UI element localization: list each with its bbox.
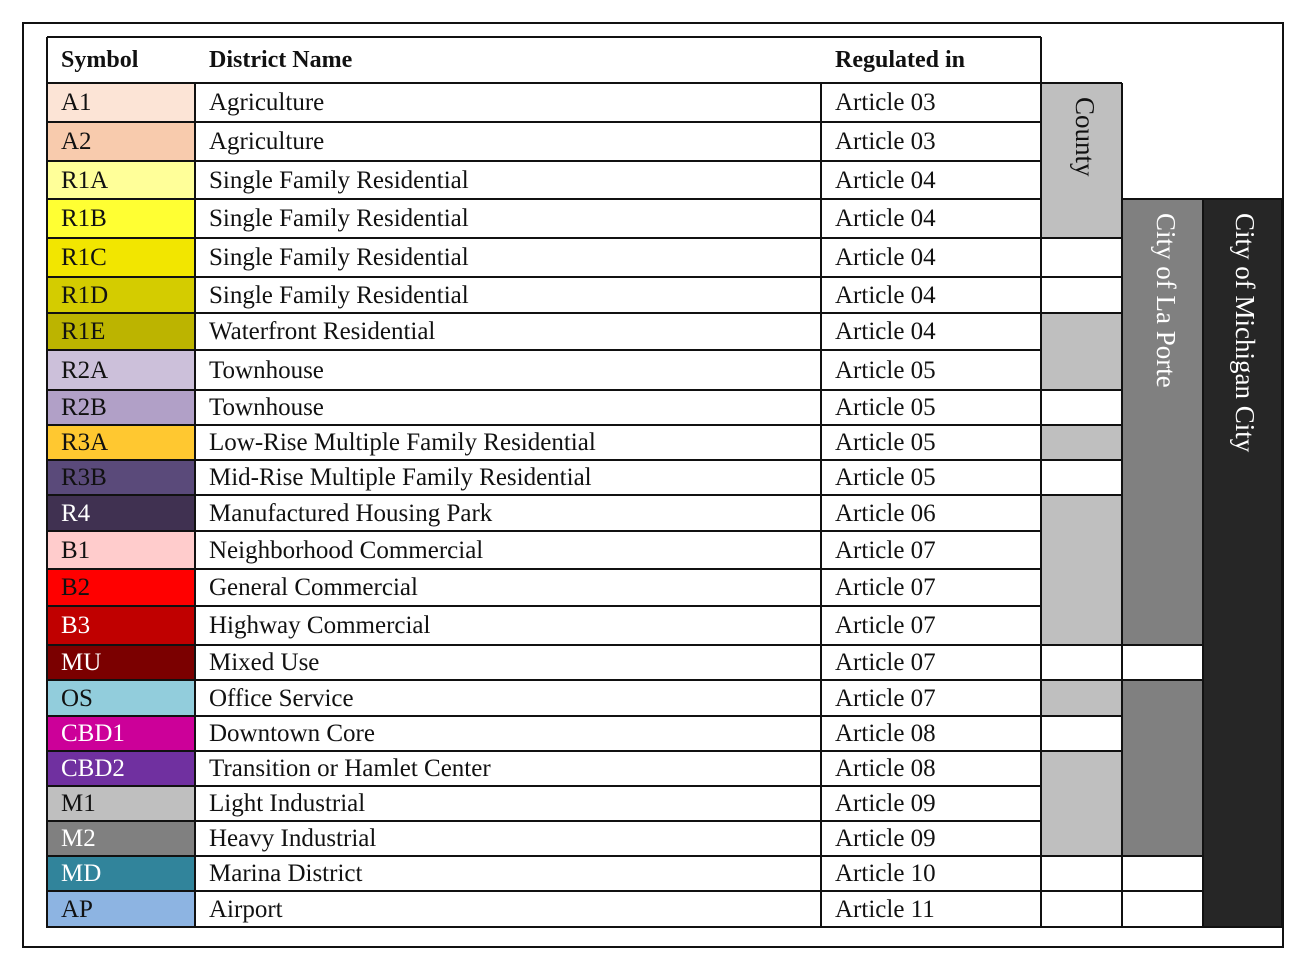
symbol-cell: OS bbox=[47, 680, 195, 716]
grid-line bbox=[1041, 389, 1122, 391]
district-name-cell: Transition or Hamlet Center bbox=[209, 755, 491, 782]
jurisdiction-fill bbox=[1203, 821, 1282, 856]
jurisdiction-fill bbox=[1041, 531, 1122, 569]
jurisdiction-fill bbox=[1122, 531, 1203, 569]
symbol-cell: MD bbox=[47, 856, 195, 891]
jurisdiction-fill bbox=[1203, 716, 1282, 751]
article-cell: Article 06 bbox=[835, 499, 936, 527]
grid-line bbox=[1041, 926, 1122, 928]
article-cell: Article 05 bbox=[835, 429, 936, 456]
grid-line bbox=[47, 389, 1041, 391]
article-cell: Article 07 bbox=[835, 612, 936, 639]
header-regulated-in: Regulated in bbox=[835, 47, 966, 73]
district-name-cell: Marina District bbox=[209, 860, 363, 887]
grid-line bbox=[1121, 83, 1123, 928]
grid-line bbox=[1041, 276, 1122, 278]
district-name-cell: Airport bbox=[209, 895, 283, 923]
grid-line bbox=[47, 926, 1041, 928]
grid-line bbox=[1041, 750, 1122, 752]
grid-line bbox=[47, 198, 1041, 200]
jurisdiction-fill bbox=[1122, 751, 1203, 786]
symbol-cell: R1D bbox=[47, 277, 195, 313]
header-symbol: Symbol bbox=[61, 47, 139, 73]
jurisdiction-fill bbox=[1122, 425, 1203, 460]
jurisdiction-fill bbox=[1203, 495, 1282, 531]
grid-line bbox=[194, 83, 196, 928]
symbol-cell: R2B bbox=[47, 390, 195, 425]
article-cell: Article 04 bbox=[835, 281, 936, 309]
jurisdiction-fill bbox=[1122, 390, 1203, 425]
jurisdiction-fill bbox=[1122, 680, 1203, 716]
grid-line bbox=[47, 82, 1041, 84]
symbol-cell: R1A bbox=[47, 161, 195, 199]
jurisdiction-label: City of La Porte bbox=[1151, 213, 1181, 388]
grid-line bbox=[1041, 855, 1122, 857]
grid-line bbox=[47, 424, 1041, 426]
grid-line bbox=[47, 605, 1041, 607]
jurisdiction-fill bbox=[1041, 569, 1122, 606]
article-cell: Article 08 bbox=[835, 755, 936, 782]
district-name-cell: Highway Commercial bbox=[209, 612, 431, 639]
grid-line bbox=[1122, 926, 1203, 928]
document-frame bbox=[22, 22, 1284, 948]
district-name-cell: Mid-Rise Multiple Family Residential bbox=[209, 464, 592, 491]
symbol-cell: R1C bbox=[47, 238, 195, 277]
district-name-cell: Single Family Residential bbox=[209, 166, 469, 194]
jurisdiction-fill bbox=[1041, 751, 1122, 786]
grid-line bbox=[1041, 237, 1122, 239]
symbol-cell: R1B bbox=[47, 199, 195, 238]
grid-line bbox=[47, 890, 1041, 892]
grid-line bbox=[47, 349, 1041, 351]
grid-line bbox=[1041, 644, 1122, 646]
article-cell: Article 07 bbox=[835, 536, 936, 564]
symbol-cell: CBD1 bbox=[47, 716, 195, 751]
symbol-cell: AP bbox=[47, 891, 195, 927]
symbol-cell: CBD2 bbox=[47, 751, 195, 786]
jurisdiction-fill bbox=[1041, 199, 1122, 238]
grid-line bbox=[47, 644, 1041, 646]
district-name-cell: Heavy Industrial bbox=[209, 825, 377, 852]
symbol-cell: B1 bbox=[47, 531, 195, 569]
jurisdiction-fill bbox=[1041, 786, 1122, 821]
article-cell: Article 09 bbox=[835, 790, 936, 817]
jurisdiction-fill bbox=[1203, 531, 1282, 569]
grid-line bbox=[47, 785, 1041, 787]
article-cell: Article 08 bbox=[835, 720, 936, 747]
grid-line bbox=[47, 855, 1041, 857]
district-name-cell: Light Industrial bbox=[209, 790, 366, 817]
jurisdiction-fill bbox=[1203, 751, 1282, 786]
jurisdiction-fill bbox=[1203, 606, 1282, 645]
symbol-cell: R3B bbox=[47, 460, 195, 495]
grid-line bbox=[1281, 199, 1283, 928]
grid-line bbox=[1203, 926, 1282, 928]
grid-line bbox=[1040, 37, 1042, 928]
district-name-cell: Single Family Residential bbox=[209, 244, 469, 271]
district-name-cell: Office Service bbox=[209, 684, 354, 712]
header-district-name: District Name bbox=[209, 47, 353, 73]
jurisdiction-fill bbox=[1203, 645, 1282, 680]
symbol-cell: M2 bbox=[47, 821, 195, 856]
grid-line bbox=[47, 121, 1041, 123]
district-name-cell: Single Family Residential bbox=[209, 205, 469, 232]
jurisdiction-fill bbox=[1041, 821, 1122, 856]
article-cell: Article 04 bbox=[835, 166, 936, 194]
grid-line bbox=[1122, 198, 1203, 200]
article-cell: Article 09 bbox=[835, 825, 936, 852]
jurisdiction-fill bbox=[1203, 891, 1282, 927]
jurisdiction-fill bbox=[1122, 495, 1203, 531]
article-cell: Article 11 bbox=[835, 895, 935, 923]
grid-line bbox=[47, 568, 1041, 570]
article-cell: Article 07 bbox=[835, 684, 936, 712]
district-name-cell: Low-Rise Multiple Family Residential bbox=[209, 429, 596, 456]
article-cell: Article 04 bbox=[835, 318, 936, 345]
jurisdiction-fill bbox=[1203, 460, 1282, 495]
article-cell: Article 05 bbox=[835, 394, 936, 421]
district-name-cell: Downtown Core bbox=[209, 720, 375, 747]
jurisdiction-fill bbox=[1203, 680, 1282, 716]
grid-line bbox=[1122, 644, 1203, 646]
jurisdiction-label: County bbox=[1070, 97, 1100, 177]
jurisdiction-fill bbox=[1122, 716, 1203, 751]
grid-line bbox=[47, 715, 1041, 717]
grid-line bbox=[1122, 855, 1203, 857]
jurisdiction-fill bbox=[1122, 569, 1203, 606]
jurisdiction-fill bbox=[1203, 569, 1282, 606]
grid-line bbox=[46, 37, 48, 928]
grid-line bbox=[1041, 82, 1122, 84]
grid-line bbox=[1041, 715, 1122, 717]
jurisdiction-fill bbox=[1041, 350, 1122, 390]
district-name-cell: Townhouse bbox=[209, 356, 324, 384]
article-cell: Article 04 bbox=[835, 244, 936, 271]
grid-line bbox=[1122, 890, 1203, 892]
jurisdiction-fill bbox=[1203, 856, 1282, 891]
jurisdiction-fill bbox=[1122, 821, 1203, 856]
grid-line bbox=[1122, 679, 1203, 681]
grid-line bbox=[1202, 199, 1204, 928]
jurisdiction-fill bbox=[1041, 425, 1122, 460]
district-name-cell: Waterfront Residential bbox=[209, 318, 436, 345]
grid-line bbox=[1041, 494, 1122, 496]
article-cell: Article 05 bbox=[835, 356, 936, 384]
grid-line bbox=[47, 820, 1041, 822]
symbol-cell: R4 bbox=[47, 495, 195, 531]
grid-line bbox=[1041, 424, 1122, 426]
article-cell: Article 10 bbox=[835, 860, 936, 887]
symbol-cell: A2 bbox=[47, 122, 195, 161]
grid-line bbox=[1041, 459, 1122, 461]
district-name-cell: Agriculture bbox=[209, 89, 325, 116]
grid-line bbox=[47, 312, 1041, 314]
grid-line bbox=[47, 679, 1041, 681]
district-name-cell: Agriculture bbox=[209, 128, 325, 155]
district-name-cell: Single Family Residential bbox=[209, 281, 469, 309]
grid-line bbox=[47, 459, 1041, 461]
jurisdiction-fill bbox=[1122, 786, 1203, 821]
article-cell: Article 03 bbox=[835, 89, 936, 116]
grid-line bbox=[47, 160, 1041, 162]
grid-line bbox=[47, 494, 1041, 496]
jurisdiction-fill bbox=[1122, 606, 1203, 645]
grid-line bbox=[1203, 198, 1282, 200]
jurisdiction-fill bbox=[1041, 313, 1122, 350]
jurisdiction-label: City of Michigan City bbox=[1230, 213, 1260, 453]
district-name-cell: Neighborhood Commercial bbox=[209, 536, 484, 564]
grid-line bbox=[1041, 890, 1122, 892]
grid-line bbox=[47, 750, 1041, 752]
district-name-cell: Manufactured Housing Park bbox=[209, 499, 493, 527]
district-name-cell: Townhouse bbox=[209, 394, 324, 421]
symbol-cell: R3A bbox=[47, 425, 195, 460]
symbol-cell: R1E bbox=[47, 313, 195, 350]
article-cell: Article 03 bbox=[835, 128, 936, 155]
grid-line bbox=[47, 530, 1041, 532]
grid-line bbox=[47, 237, 1041, 239]
jurisdiction-fill bbox=[1041, 606, 1122, 645]
article-cell: Article 05 bbox=[835, 464, 936, 491]
symbol-cell: B3 bbox=[47, 606, 195, 645]
article-cell: Article 07 bbox=[835, 649, 936, 676]
grid-line bbox=[820, 83, 822, 928]
symbol-cell: A1 bbox=[47, 83, 195, 122]
jurisdiction-fill bbox=[1203, 786, 1282, 821]
jurisdiction-fill bbox=[1041, 495, 1122, 531]
grid-line bbox=[47, 36, 1041, 38]
symbol-cell: B2 bbox=[47, 569, 195, 606]
article-cell: Article 07 bbox=[835, 574, 936, 601]
jurisdiction-fill bbox=[1041, 680, 1122, 716]
symbol-cell: MU bbox=[47, 645, 195, 680]
grid-line bbox=[1041, 312, 1122, 314]
symbol-cell: M1 bbox=[47, 786, 195, 821]
grid-line bbox=[47, 276, 1041, 278]
district-name-cell: Mixed Use bbox=[209, 649, 320, 676]
article-cell: Article 04 bbox=[835, 205, 936, 232]
grid-line bbox=[1041, 679, 1122, 681]
jurisdiction-fill bbox=[1122, 460, 1203, 495]
symbol-cell: R2A bbox=[47, 350, 195, 390]
district-name-cell: General Commercial bbox=[209, 574, 418, 601]
